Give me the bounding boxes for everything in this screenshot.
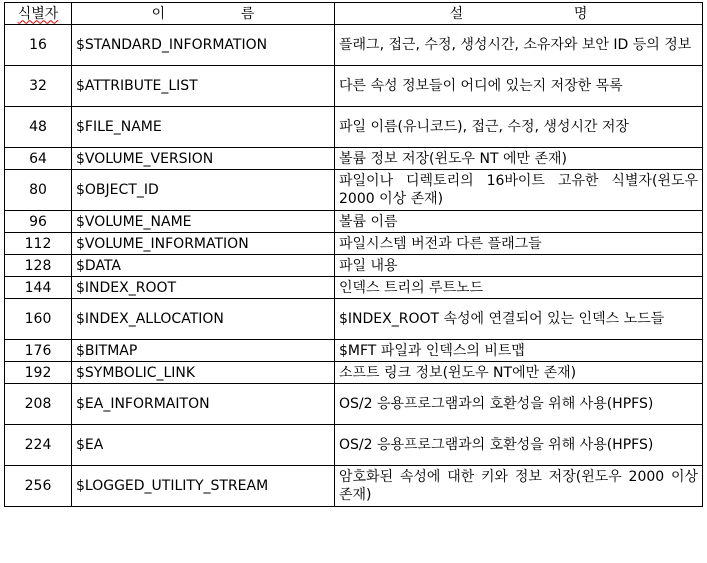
attribute-name: $VOLUME_VERSION	[72, 148, 335, 170]
table-row	[5, 362, 703, 384]
attribute-id: 176	[5, 340, 72, 362]
attribute-name: $EA_INFORMAITON	[72, 384, 335, 425]
table-row	[5, 384, 703, 425]
attribute-id: 160	[5, 299, 72, 340]
table-row	[5, 148, 703, 170]
table-row	[5, 66, 703, 107]
attribute-name: $DATA	[72, 255, 335, 277]
attribute-id: 16	[5, 25, 72, 66]
table-row	[5, 466, 703, 507]
table-header	[5, 3, 703, 25]
attribute-description: 볼륨 정보 저장(윈도우 NT 에만 존재)	[335, 148, 703, 170]
attribute-description: $INDEX_ROOT 속성에 연결되어 있는 인덱스 노드들	[335, 299, 703, 340]
table-row	[5, 277, 703, 299]
header-id-label: 식별자	[17, 5, 59, 22]
attribute-id: 64	[5, 148, 72, 170]
attribute-name: $INDEX_ROOT	[72, 277, 335, 299]
table-row	[5, 233, 703, 255]
ntfs-attribute-table	[4, 2, 703, 507]
attribute-description: 암호화된 속성에 대한 키와 정보 저장(윈도우 2000 이상 존재)	[335, 466, 703, 507]
attribute-name: $VOLUME_INFORMATION	[72, 233, 335, 255]
attribute-description: 인덱스 트리의 루트노드	[335, 277, 703, 299]
header-desc-char: 설	[449, 5, 464, 22]
attribute-description: OS/2 응용프로그램과의 호환성을 위해 사용(HPFS)	[335, 384, 703, 425]
attribute-name: $FILE_NAME	[72, 107, 335, 148]
attribute-id: 48	[5, 107, 72, 148]
attribute-description: 파일 이름(유니코드), 접근, 수정, 생성시간 저장	[335, 107, 703, 148]
attribute-name: $SYMBOLIC_LINK	[72, 362, 335, 384]
attribute-name: $ATTRIBUTE_LIST	[72, 66, 335, 107]
attribute-id: 192	[5, 362, 72, 384]
attribute-id: 144	[5, 277, 72, 299]
attribute-id: 208	[5, 384, 72, 425]
attribute-description: 볼륨 이름	[335, 211, 703, 233]
table-row	[5, 170, 703, 211]
attribute-description: 파일이나 디렉토리의 16바이트 고유한 식별자(윈도우 2000 이상 존재)	[335, 170, 703, 211]
attribute-description: OS/2 응용프로그램과의 호환성을 위해 사용(HPFS)	[335, 425, 703, 466]
header-desc-char: 명	[573, 5, 588, 22]
attribute-name: $BITMAP	[72, 340, 335, 362]
attribute-description: 소프트 링크 정보(윈도우 NT에만 존재)	[335, 362, 703, 384]
table-row	[5, 299, 703, 340]
attribute-description: 플래그, 접근, 수정, 생성시간, 소유자와 보안 ID 등의 정보	[335, 25, 703, 66]
table-row	[5, 255, 703, 277]
table-row	[5, 211, 703, 233]
attribute-description: 파일 내용	[335, 255, 703, 277]
header-name-char: 름	[240, 5, 255, 22]
attribute-id: 80	[5, 170, 72, 211]
attribute-name: $OBJECT_ID	[72, 170, 335, 211]
attribute-description: $MFT 파일과 인덱스의 비트맵	[335, 340, 703, 362]
table-row	[5, 340, 703, 362]
attribute-id: 256	[5, 466, 72, 507]
header-description	[335, 3, 703, 25]
attribute-name: $STANDARD_INFORMATION	[72, 25, 335, 66]
header-name-char: 이	[151, 5, 166, 22]
attribute-id: 32	[5, 66, 72, 107]
header-name	[72, 3, 335, 25]
attribute-id: 112	[5, 233, 72, 255]
attribute-name: $EA	[72, 425, 335, 466]
attribute-name: $VOLUME_NAME	[72, 211, 335, 233]
table-body	[5, 25, 703, 507]
attribute-id: 128	[5, 255, 72, 277]
attribute-id: 96	[5, 211, 72, 233]
attribute-name: $LOGGED_UTILITY_STREAM	[72, 466, 335, 507]
table-row	[5, 425, 703, 466]
attribute-description: 파일시스템 버전과 다른 플래그들	[335, 233, 703, 255]
table-row	[5, 25, 703, 66]
header-id	[5, 3, 72, 25]
attribute-description: 다른 속성 정보들이 어디에 있는지 저장한 목록	[335, 66, 703, 107]
table-row	[5, 107, 703, 148]
attribute-id: 224	[5, 425, 72, 466]
attribute-name: $INDEX_ALLOCATION	[72, 299, 335, 340]
